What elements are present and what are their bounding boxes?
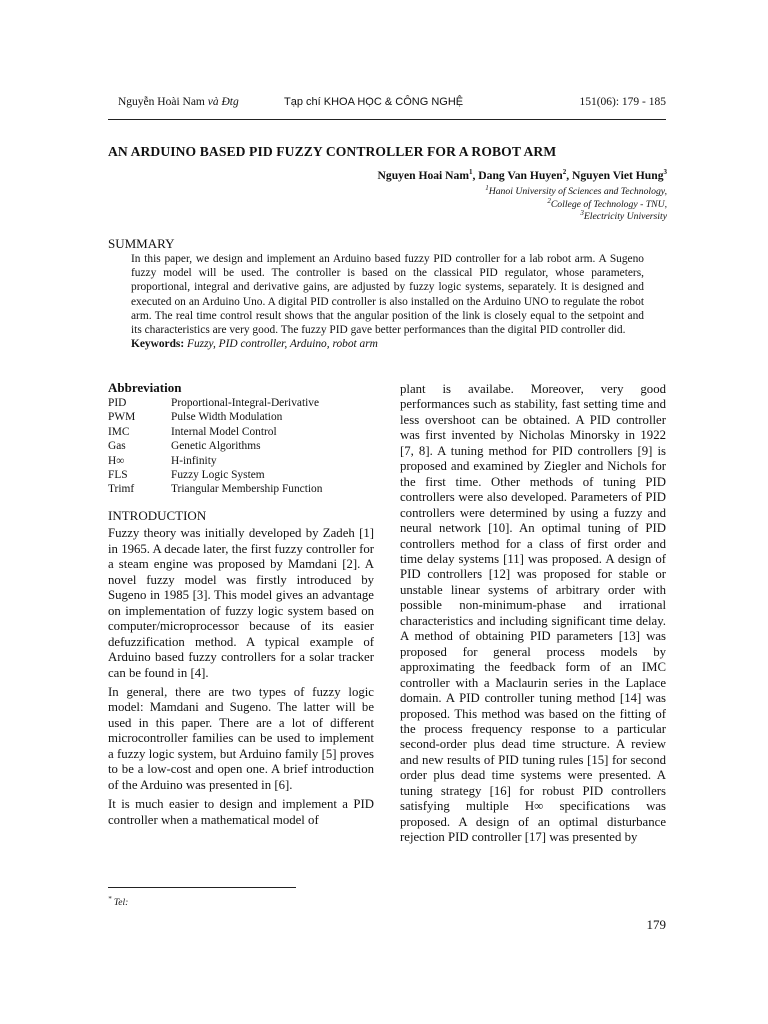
left-column — [108, 508, 374, 832]
right-column-paragraph: plant is availabe. Moreover, very good performances such as stability, fast setting time and less overshoot can be obtained. A PID controller was first invented by Nicholas Minorsky in 1922 [7, 8]. A tuning method for PID controllers [9] is proposed and examined by Ziegler and Nichols for the first time. Other methods of tuning PID controllers were also developed. Parameters of PID controllers were determined by using a fuzzy and neural network [10]. An optimal tuning of PID controllers method for a class of first order and time delay systems [11] was proposed. A design of PID controllers [12] was proposed for stable or unstable linear systems of arbitrary order with possible non-minimum-phase and irrational characteristics and including significant time delay. A method of obtaining PID parameters [13] was proposed for general process models by approximating the feedback form of an IMC controller with a Maclaurin series in the Laplace domain. A PID controller tuning method [14] was proposed. This method was based on the fitting of the process frequency response to a particular second-order plus dead time structure. A review and new results of PID tuning rules [15] for second order plus dead time systems were presented. A tuning strategy [16] for robust PID controllers satisfying multiple H∞ specifications was proposed. A design of an optimal disturbance rejection PID controller [17] was presented by — [400, 382, 666, 845]
abbreviation-row: H∞ H-infinity — [108, 454, 217, 467]
page-number: 179 — [646, 917, 666, 932]
affiliation-2: $^2$College of Technology - TNU, — [547, 196, 667, 210]
abbreviation-row: PWM Pulse Width Modulation — [108, 411, 283, 424]
running-head — [118, 96, 666, 114]
introduction-heading: INTRODUCTION — [108, 508, 207, 523]
keywords-text: Fuzzy, PID controller, Arduino, robot arm — [187, 338, 378, 351]
intro-paragraph-2: In general, there are two types of fuzzy logic model: Mamdani and Sugeno. The latter will be used in this paper. There are a lot of different microcontroller families can be used to implement a fuzzy logic system, but Arduino family [5] proves to be a low-cost and open one. A brief introduction of the Arduino was presented in [6]. — [108, 684, 374, 792]
abbreviation-row: IMC Internal Model Control — [108, 425, 277, 438]
affiliation-1: $^1$Hanoi University of Sciences and Technology, — [485, 183, 667, 197]
footnote-rule — [108, 887, 296, 888]
right-column — [400, 382, 666, 846]
header-rule — [108, 119, 666, 120]
affiliation-3: $^3$Electricity University — [580, 208, 667, 222]
running-head-authors: Nguyễn Hoài Nam và Đtg — [118, 96, 239, 108]
abbreviation-row: FLS Fuzzy Logic System — [108, 469, 265, 482]
abbreviation-row: Gas Genetic Algorithms — [108, 440, 261, 453]
abbreviation-list — [108, 396, 322, 497]
summary-heading: SUMMARY — [108, 236, 175, 251]
abbreviation-row: Trimf Triangular Membership Function — [108, 483, 323, 496]
abbreviation-row: PID Proportional-Integral-Derivative — [108, 397, 320, 409]
running-head-journal: Tạp chí KHOA HỌC & CÔNG NGHỆ — [284, 96, 464, 108]
paper-title: AN ARDUINO BASED PID FUZZY CONTROLLER FOR A ROBOT ARM — [108, 144, 557, 159]
author-list: Nguyen Hoai Nam$^1$, Dang Van Huyen$^2$, Nguyen Viet Hung$^3$ — [377, 168, 667, 182]
footnote: * Tel: — [108, 895, 129, 909]
summary-text: In this paper, we design and implement an Arduino based fuzzy PID controller for a lab robot arm. A Sugeno fuzzy model will be used. The controller is based on the classical PID regulator, whose parameters, proportional, integral and derivative gains, are adjusted by fuzzy logic systems, separately. It is designed and executed on an Arduino Uno. A digital PID controller is also installed on the Arduino UNO to regulate the robot arm. The real time control result shows that the angular position of the link is closely equal to the setpoint and its characteristics are very good. The fuzzy PID gave better performances than the digital PID controller did. — [131, 253, 644, 337]
keywords-label: Keywords: — [131, 338, 185, 351]
summary-abstract — [131, 252, 644, 351]
running-head-volume: 151(06): 179 - 185 — [579, 96, 666, 108]
intro-paragraph-1: Fuzzy theory was initially developed by Zadeh [1] in 1965. A decade later, the first fuzzy controller for a steam engine was proposed by Mamdani [2]. A novel fuzzy model was firstly introduced by Sugeno in 1985 [3]. This model gives an advantage on implementation of fuzzy logic system based on computer/microprocessor because of its easier defuzzification method. A typical example of Arduino based fuzzy controllers for a solar tracker can be found in [4]. — [108, 526, 374, 680]
intro-paragraph-3: It is much easier to design and implement a PID controller when a mathematical model of — [108, 797, 374, 827]
abbreviation-heading: Abbreviation — [108, 380, 182, 395]
